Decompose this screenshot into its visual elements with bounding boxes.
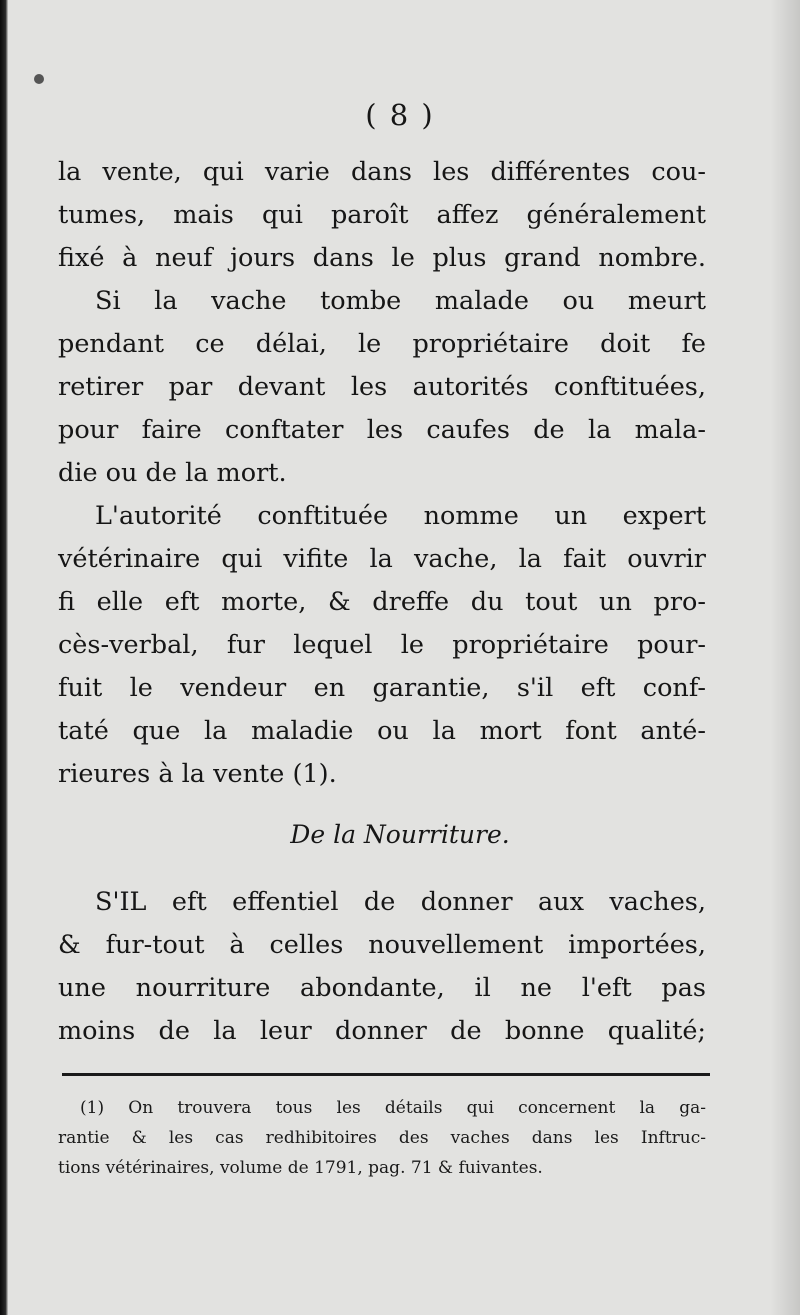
body-line: fi elle eft morte, & dreffe du tout un pro- [58,587,706,617]
body-line: une nourriture abondante, il ne l'eft pas [58,973,706,1003]
body-line: & fur-tout à celles nouvellement importées, [58,930,706,960]
body-line: pendant ce délai, le propriétaire doit fe [58,329,706,359]
section-heading: De la Nourriture. [290,820,510,849]
body-line: fuit le vendeur en garantie, s'il eft conf- [58,673,706,703]
body-line: S'IL eft effentiel de donner aux vaches, [95,887,706,917]
body-line: rieures à la vente (1). [58,759,337,789]
ink-speck [34,74,44,84]
footnote-line: (1) On trouvera tous les détails qui concernent la ga- [80,1098,706,1118]
body-line: la vente, qui varie dans les différentes cou- [58,157,706,187]
body-line: Si la vache tombe malade ou meurt [95,286,706,316]
body-line: retirer par devant les autorités conftituées, [58,372,706,402]
body-line: cès-verbal, fur lequel le propriétaire pour- [58,630,706,660]
footnote-line: tions vétérinaires, volume de 1791, pag. 71 & fuivantes. [58,1158,543,1178]
page-edge-shadow [0,0,8,1315]
body-line: vétérinaire qui vifite la vache, la fait ouvrir [58,544,706,574]
body-line: taté que la maladie ou la mort font anté- [58,716,706,746]
page-gutter-shade [770,0,800,1315]
page-number: ( 8 ) [365,98,435,132]
body-line: moins de la leur donner de bonne qualité; [58,1016,706,1046]
body-line: L'autorité conftituée nomme un expert [95,501,706,531]
footnote-line: rantie & les cas redhibitoires des vaches dans les Inftruc- [58,1128,706,1148]
body-line: die ou de la mort. [58,458,287,488]
body-line: tumes, mais qui paroît affez généralement [58,200,706,230]
body-line: fixé à neuf jours dans le plus grand nombre. [58,243,706,273]
footnote-rule [62,1073,710,1076]
body-line: pour faire conftater les caufes de la mala- [58,415,706,445]
